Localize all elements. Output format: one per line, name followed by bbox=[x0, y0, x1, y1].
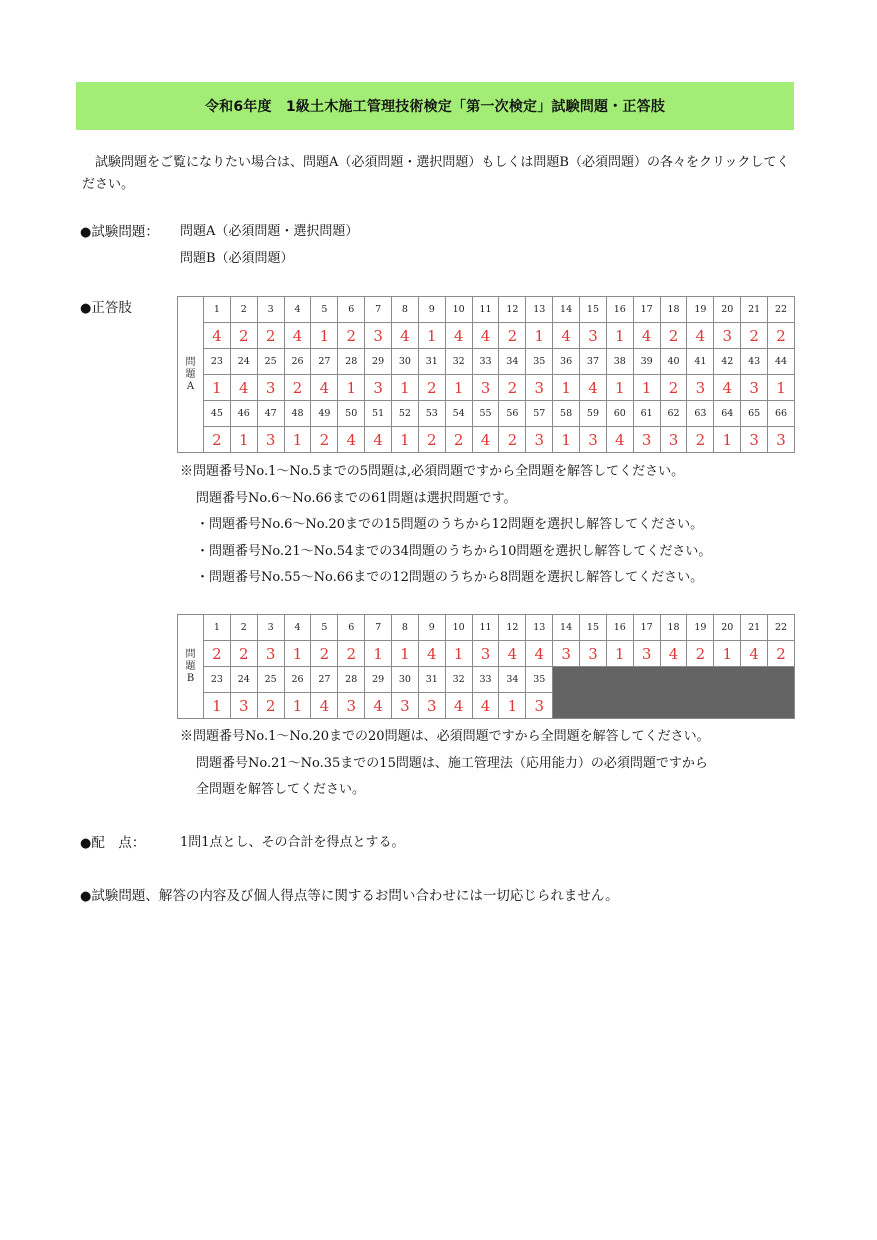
answer-cell: 3 bbox=[553, 641, 580, 667]
answer-cell: 3 bbox=[257, 427, 284, 453]
answer-row bbox=[178, 375, 795, 401]
bullet-icon: ● bbox=[80, 836, 92, 851]
answer-cell: 2 bbox=[660, 375, 687, 401]
question-number-cell: 7 bbox=[365, 615, 392, 641]
question-number-cell: 28 bbox=[338, 667, 365, 693]
answer-cell: 2 bbox=[499, 375, 526, 401]
answer-cell: 2 bbox=[204, 641, 231, 667]
question-number-cell: 12 bbox=[499, 615, 526, 641]
question-number-cell: 10 bbox=[445, 297, 472, 323]
answer-cell: 4 bbox=[365, 693, 392, 719]
question-number-cell: 52 bbox=[392, 401, 419, 427]
table-b-note: 全問題を解答してください。 bbox=[196, 782, 366, 797]
table-a-note: ・問題番号No.55～No.66までの12問題のうちから8問題を選択し解答してください。 bbox=[196, 570, 704, 585]
answer-cell: 2 bbox=[741, 323, 768, 349]
answer-cell: 1 bbox=[204, 693, 231, 719]
answer-cell: 2 bbox=[687, 427, 714, 453]
question-number-cell: 35 bbox=[526, 667, 553, 693]
answer-cell: 2 bbox=[204, 427, 231, 453]
question-number-cell: 6 bbox=[338, 297, 365, 323]
answer-cell: 2 bbox=[499, 427, 526, 453]
answer-cell: 4 bbox=[660, 641, 687, 667]
question-number-cell: 28 bbox=[338, 349, 365, 375]
answer-cell: 1 bbox=[526, 323, 553, 349]
answer-cell: 2 bbox=[230, 323, 257, 349]
question-number-cell: 18 bbox=[660, 615, 687, 641]
answer-cell: 2 bbox=[311, 427, 338, 453]
exam-problems-heading bbox=[80, 220, 159, 240]
question-number-cell: 19 bbox=[687, 615, 714, 641]
question-number-cell: 14 bbox=[553, 615, 580, 641]
question-number-row bbox=[178, 615, 795, 641]
answer-cell: 4 bbox=[230, 375, 257, 401]
question-number-cell: 46 bbox=[230, 401, 257, 427]
question-number-row bbox=[178, 349, 795, 375]
question-number-cell: 30 bbox=[392, 667, 419, 693]
question-number-cell: 39 bbox=[633, 349, 660, 375]
answer-cell: 2 bbox=[418, 427, 445, 453]
question-number-cell: 33 bbox=[472, 667, 499, 693]
answer-cell: 1 bbox=[553, 427, 580, 453]
answer-cell: 3 bbox=[526, 427, 553, 453]
answer-cell: 3 bbox=[687, 375, 714, 401]
question-number-cell: 3 bbox=[257, 615, 284, 641]
question-number-cell: 32 bbox=[445, 349, 472, 375]
question-number-cell: 34 bbox=[499, 349, 526, 375]
question-number-cell: 1 bbox=[204, 297, 231, 323]
disclaimer bbox=[80, 884, 619, 904]
answer-cell: 2 bbox=[660, 323, 687, 349]
question-number-cell: 42 bbox=[714, 349, 741, 375]
question-number-cell: 23 bbox=[204, 667, 231, 693]
problem-b-link[interactable]: 問題B（必須問題） bbox=[180, 251, 294, 266]
question-number-cell: 20 bbox=[714, 297, 741, 323]
question-number-cell: 11 bbox=[472, 297, 499, 323]
question-number-cell: 21 bbox=[741, 615, 768, 641]
scoring-text: 1問1点とし、その合計を得点とする。 bbox=[180, 835, 405, 850]
answer-cell: 4 bbox=[392, 323, 419, 349]
question-number-cell: 1 bbox=[204, 615, 231, 641]
answer-cell: 1 bbox=[418, 323, 445, 349]
question-number-cell: 21 bbox=[741, 297, 768, 323]
question-number-cell: 14 bbox=[553, 297, 580, 323]
question-number-cell: 27 bbox=[311, 667, 338, 693]
scoring-label: 配 点： bbox=[91, 835, 146, 851]
question-number-cell: 26 bbox=[284, 667, 311, 693]
bullet-icon: ● bbox=[80, 225, 92, 240]
question-number-cell: 29 bbox=[365, 349, 392, 375]
answer-cell: 2 bbox=[284, 375, 311, 401]
answer-cell: 1 bbox=[284, 641, 311, 667]
answer-cell: 3 bbox=[365, 375, 392, 401]
question-number-cell: 3 bbox=[257, 297, 284, 323]
answer-cell: 4 bbox=[445, 693, 472, 719]
answer-cell: 1 bbox=[230, 427, 257, 453]
answer-cell: 4 bbox=[445, 323, 472, 349]
answer-cell: 4 bbox=[311, 693, 338, 719]
answer-cell: 1 bbox=[392, 427, 419, 453]
answer-cell: 3 bbox=[580, 323, 607, 349]
question-number-cell: 9 bbox=[418, 615, 445, 641]
question-number-cell: 25 bbox=[257, 349, 284, 375]
answer-cell: 3 bbox=[257, 641, 284, 667]
question-number-cell: 16 bbox=[606, 615, 633, 641]
answer-cell: 2 bbox=[499, 323, 526, 349]
answer-cell: 1 bbox=[606, 641, 633, 667]
question-number-cell: 66 bbox=[768, 401, 795, 427]
answer-cell: 2 bbox=[311, 641, 338, 667]
question-number-cell: 63 bbox=[687, 401, 714, 427]
answer-cell: 4 bbox=[472, 693, 499, 719]
question-number-cell: 11 bbox=[472, 615, 499, 641]
answer-cell: 1 bbox=[365, 641, 392, 667]
answer-cell: 3 bbox=[472, 375, 499, 401]
question-number-cell: 38 bbox=[606, 349, 633, 375]
answer-cell: 3 bbox=[633, 641, 660, 667]
answer-cell: 3 bbox=[392, 693, 419, 719]
side-label-char: 問 bbox=[185, 356, 196, 368]
question-number-cell: 57 bbox=[526, 401, 553, 427]
question-number-cell: 24 bbox=[230, 349, 257, 375]
question-number-cell: 16 bbox=[606, 297, 633, 323]
question-number-cell: 44 bbox=[768, 349, 795, 375]
answer-table-b bbox=[177, 614, 795, 719]
question-number-cell: 43 bbox=[741, 349, 768, 375]
answer-cell: 4 bbox=[553, 323, 580, 349]
table-side-label bbox=[178, 615, 204, 719]
answer-cell: 2 bbox=[230, 641, 257, 667]
answer-cell: 2 bbox=[768, 323, 795, 349]
question-number-cell: 17 bbox=[633, 297, 660, 323]
answer-cell: 2 bbox=[687, 641, 714, 667]
answer-cell: 1 bbox=[338, 375, 365, 401]
question-number-cell: 56 bbox=[499, 401, 526, 427]
answer-cell: 1 bbox=[392, 375, 419, 401]
exam-problems-label: 試験問題： bbox=[91, 224, 159, 240]
question-number-cell: 58 bbox=[553, 401, 580, 427]
question-number-cell: 4 bbox=[284, 615, 311, 641]
question-number-cell: 20 bbox=[714, 615, 741, 641]
answer-cell: 1 bbox=[714, 641, 741, 667]
question-number-cell: 19 bbox=[687, 297, 714, 323]
table-a-note: ※問題番号No.1～No.5までの5問題は,必須問題ですから全問題を解答してください。 bbox=[180, 464, 685, 479]
answer-cell: 3 bbox=[580, 427, 607, 453]
question-number-cell: 2 bbox=[230, 297, 257, 323]
scoring-heading bbox=[80, 831, 145, 851]
question-number-cell: 8 bbox=[392, 615, 419, 641]
answer-cell: 3 bbox=[365, 323, 392, 349]
answer-cell: 4 bbox=[472, 427, 499, 453]
side-label-char: A bbox=[186, 380, 195, 392]
question-number-cell: 35 bbox=[526, 349, 553, 375]
question-number-cell: 65 bbox=[741, 401, 768, 427]
question-number-cell: 15 bbox=[580, 297, 607, 323]
answer-cell: 3 bbox=[768, 427, 795, 453]
answer-cell: 1 bbox=[445, 641, 472, 667]
question-number-cell: 25 bbox=[257, 667, 284, 693]
question-number-cell: 54 bbox=[445, 401, 472, 427]
answer-cell: 3 bbox=[741, 427, 768, 453]
question-number-cell: 30 bbox=[392, 349, 419, 375]
answer-cell: 1 bbox=[284, 693, 311, 719]
answer-cell: 2 bbox=[338, 323, 365, 349]
question-number-cell: 32 bbox=[445, 667, 472, 693]
answer-cell: 4 bbox=[204, 323, 231, 349]
intro-text: 試験問題をご覧になりたい場合は、問題A（必須問題・選択問題）もしくは問題B（必須問題）の各々をクリックしてください。 bbox=[82, 155, 790, 192]
bullet-icon: ● bbox=[80, 889, 92, 904]
answer-cell: 3 bbox=[660, 427, 687, 453]
question-number-cell: 55 bbox=[472, 401, 499, 427]
answer-cell: 3 bbox=[338, 693, 365, 719]
side-label-char: 題 bbox=[185, 368, 196, 380]
question-number-cell: 27 bbox=[311, 349, 338, 375]
answer-cell: 1 bbox=[284, 427, 311, 453]
question-number-cell: 33 bbox=[472, 349, 499, 375]
answer-cell: 3 bbox=[257, 375, 284, 401]
question-number-cell: 53 bbox=[418, 401, 445, 427]
question-number-cell: 4 bbox=[284, 297, 311, 323]
answer-cell: 4 bbox=[311, 375, 338, 401]
question-number-cell: 22 bbox=[768, 615, 795, 641]
question-number-cell: 22 bbox=[768, 297, 795, 323]
question-number-cell: 60 bbox=[606, 401, 633, 427]
question-number-cell: 45 bbox=[204, 401, 231, 427]
question-number-cell: 64 bbox=[714, 401, 741, 427]
answer-cell: 1 bbox=[445, 375, 472, 401]
answer-cell: 3 bbox=[714, 323, 741, 349]
question-number-cell: 18 bbox=[660, 297, 687, 323]
question-number-cell: 50 bbox=[338, 401, 365, 427]
question-number-cell: 47 bbox=[257, 401, 284, 427]
table-a-note: ・問題番号No.21～No.54までの34問題のうちから10問題を選択し解答してください。 bbox=[196, 544, 712, 559]
bullet-icon: ● bbox=[80, 301, 92, 316]
answer-cell: 4 bbox=[365, 427, 392, 453]
question-number-row bbox=[178, 297, 795, 323]
question-number-cell: 62 bbox=[660, 401, 687, 427]
empty-filler-cell bbox=[553, 667, 795, 719]
question-number-cell: 59 bbox=[580, 401, 607, 427]
question-number-cell: 13 bbox=[526, 615, 553, 641]
side-label-char: 題 bbox=[185, 660, 196, 672]
answer-cell: 4 bbox=[284, 323, 311, 349]
question-number-cell: 17 bbox=[633, 615, 660, 641]
answer-cell: 4 bbox=[714, 375, 741, 401]
answer-cell: 3 bbox=[230, 693, 257, 719]
answer-cell: 4 bbox=[741, 641, 768, 667]
question-number-cell: 49 bbox=[311, 401, 338, 427]
answer-cell: 3 bbox=[472, 641, 499, 667]
answer-cell: 4 bbox=[633, 323, 660, 349]
question-number-cell: 29 bbox=[365, 667, 392, 693]
question-number-cell: 61 bbox=[633, 401, 660, 427]
answer-cell: 2 bbox=[338, 641, 365, 667]
question-number-cell: 31 bbox=[418, 667, 445, 693]
answer-cell: 3 bbox=[418, 693, 445, 719]
answers-heading bbox=[80, 296, 132, 316]
question-number-cell: 37 bbox=[580, 349, 607, 375]
table-b-note: 問題番号No.21～No.35までの15問題は、施工管理法（応用能力）の必須問題ですから bbox=[196, 756, 708, 771]
answer-cell: 2 bbox=[418, 375, 445, 401]
answer-cell: 4 bbox=[338, 427, 365, 453]
table-side-label bbox=[178, 297, 204, 453]
question-number-cell: 41 bbox=[687, 349, 714, 375]
question-number-cell: 31 bbox=[418, 349, 445, 375]
answers-label: 正答肢 bbox=[91, 300, 132, 316]
question-number-cell: 13 bbox=[526, 297, 553, 323]
question-number-row bbox=[178, 401, 795, 427]
answer-cell: 2 bbox=[257, 693, 284, 719]
question-number-cell: 15 bbox=[580, 615, 607, 641]
question-number-cell: 26 bbox=[284, 349, 311, 375]
page-title-banner bbox=[76, 82, 794, 130]
problem-a-link[interactable]: 問題A（必須問題・選択問題） bbox=[180, 224, 359, 239]
answer-cell: 1 bbox=[553, 375, 580, 401]
answer-cell: 4 bbox=[472, 323, 499, 349]
question-number-cell: 24 bbox=[230, 667, 257, 693]
side-label-char: B bbox=[186, 672, 195, 684]
answer-cell: 1 bbox=[311, 323, 338, 349]
question-number-cell: 34 bbox=[499, 667, 526, 693]
answer-cell: 3 bbox=[633, 427, 660, 453]
question-number-cell: 40 bbox=[660, 349, 687, 375]
question-number-cell: 8 bbox=[392, 297, 419, 323]
question-number-cell: 10 bbox=[445, 615, 472, 641]
answer-cell: 4 bbox=[687, 323, 714, 349]
question-number-cell: 51 bbox=[365, 401, 392, 427]
answer-cell: 2 bbox=[768, 641, 795, 667]
answer-cell: 3 bbox=[580, 641, 607, 667]
question-number-row bbox=[178, 667, 795, 693]
question-number-cell: 23 bbox=[204, 349, 231, 375]
answer-cell: 3 bbox=[526, 693, 553, 719]
answer-cell: 3 bbox=[741, 375, 768, 401]
answer-cell: 1 bbox=[499, 693, 526, 719]
answer-cell: 4 bbox=[580, 375, 607, 401]
answer-cell: 4 bbox=[418, 641, 445, 667]
question-number-cell: 6 bbox=[338, 615, 365, 641]
answer-cell: 1 bbox=[768, 375, 795, 401]
answer-cell: 3 bbox=[526, 375, 553, 401]
question-number-cell: 2 bbox=[230, 615, 257, 641]
answer-cell: 4 bbox=[499, 641, 526, 667]
disclaimer-text: 試験問題、解答の内容及び個人得点等に関するお問い合わせには一切応じられません。 bbox=[91, 888, 619, 904]
table-b-note: ※問題番号No.1～No.20までの20問題は、必須問題ですから全問題を解答してください。 bbox=[180, 729, 710, 744]
answer-table-a bbox=[177, 296, 795, 453]
table-a-note: ・問題番号No.6～No.20までの15問題のうちから12問題を選択し解答してください。 bbox=[196, 517, 704, 532]
answer-cell: 1 bbox=[392, 641, 419, 667]
answer-cell: 2 bbox=[445, 427, 472, 453]
answer-cell: 4 bbox=[526, 641, 553, 667]
question-number-cell: 48 bbox=[284, 401, 311, 427]
answer-cell: 2 bbox=[257, 323, 284, 349]
question-number-cell: 36 bbox=[553, 349, 580, 375]
answer-cell: 1 bbox=[204, 375, 231, 401]
answer-cell: 4 bbox=[606, 427, 633, 453]
table-a-note: 問題番号No.6～No.66までの61問題は選択問題です。 bbox=[196, 491, 517, 506]
question-number-cell: 12 bbox=[499, 297, 526, 323]
answer-cell: 1 bbox=[714, 427, 741, 453]
side-label-char: 問 bbox=[185, 648, 196, 660]
question-number-cell: 5 bbox=[311, 297, 338, 323]
question-number-cell: 7 bbox=[365, 297, 392, 323]
question-number-cell: 9 bbox=[418, 297, 445, 323]
answer-row bbox=[178, 323, 795, 349]
question-number-cell: 5 bbox=[311, 615, 338, 641]
answer-cell: 1 bbox=[633, 375, 660, 401]
answer-row bbox=[178, 641, 795, 667]
answer-cell: 1 bbox=[606, 375, 633, 401]
answer-cell: 1 bbox=[606, 323, 633, 349]
page-title: 令和6年度 1級土木施工管理技術検定「第一次検定」試験問題・正答肢 bbox=[204, 99, 666, 115]
answer-row bbox=[178, 427, 795, 453]
